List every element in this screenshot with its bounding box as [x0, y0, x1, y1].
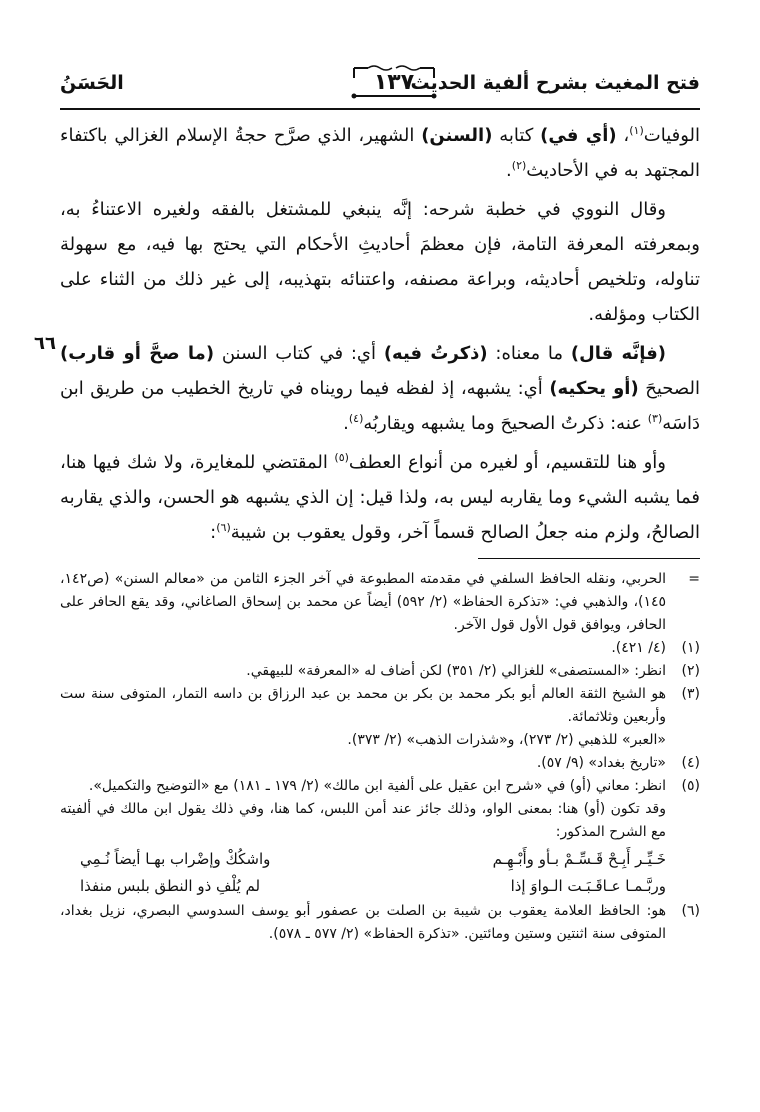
text-run: الشهير، الذي صرَّح حجةُ الإسلام الغزالي باكتفاء المجتهد به في الأحاديث	[60, 125, 700, 181]
verse-hemistich: وربَّـمـا عـاقَـبَـت الـواوَ إذا	[510, 877, 666, 895]
footnote-number: (٣)	[681, 686, 700, 702]
footnote-ref[interactable]: (٢)	[511, 159, 527, 172]
footnote-2	[60, 660, 700, 683]
footnote-number: =	[688, 571, 700, 587]
footnote-text: هو: الحافظ العلامة يعقوب بن شيبة بن الصلت بن عصفور أبو يوسف السدوسي البصري، نزيل بغداد، المتوفى سنة اثنتين وستين ومائتين. «تذكرة الحفاظ» (٢/ ٥٧٧ ـ ٥٧٨).	[60, 903, 666, 942]
footnote-separator	[478, 558, 700, 559]
footnote-1	[60, 637, 700, 660]
book-title: فتح المغيث بشرح ألفية الحديث	[410, 72, 700, 94]
matn-text: (ذكرتُ فيه)	[383, 343, 488, 364]
paragraph-3	[60, 336, 700, 441]
poem-verses	[60, 846, 666, 900]
text-run: كتابه	[492, 125, 541, 146]
footnote-text: هو الشيخ الثقة العالم أبو بكر محمد بن بكر بن محمد بن عبد الرزاق بن داسه التمار، المتوفى سنة ست وأربعين وثلاثمائة.	[60, 686, 666, 725]
footnote-number: (٤)	[681, 755, 700, 771]
footnote-text: الحربي، ونقله الحافظ السلفي في مقدمته المطبوعة في آخر الجزء الثامن من «معالم السنن» (ص١٤٢، ١٤٥)، والذهبي في: «تذكرة الحفاظ» (٢/ ٥٩٢) أيضاً عن محمد بن إسحاق الصاغاني، وقد يقع الحافر على الحافر، ويوافق قول الأول قول الآخر.	[60, 571, 666, 633]
text-run: .	[343, 413, 349, 434]
verse-hemistich: واشكُكْ وإضْراب بهـا أيضاً نُـمِي	[80, 850, 271, 868]
verse-line	[60, 873, 666, 900]
text-run: أي: يشبهه، إذ لفظه فيما رويناه في تاريخ الخطيب من طريق ابن دَاسَه	[60, 378, 700, 434]
matn-text: (أو يحكيه)	[549, 378, 639, 399]
footnote-text: وقد تكون (أو) هنا: بمعنى الواو، وذلك جائز عند أمن اللبس، كما هنا، وفي ذلك يقول ابن مالك في ألفيته مع الشرح المذكور:	[60, 801, 666, 840]
matn-text: (ما صحَّ أو قارب)	[60, 343, 215, 364]
page-number: ١٣٧	[373, 70, 415, 95]
footnote-ref[interactable]: (٦)	[216, 521, 231, 534]
footnote-ref[interactable]: (٤)	[348, 412, 364, 425]
main-text	[60, 118, 700, 550]
verse-hemistich: لم يُلْفِ ذو النطق بلبس منفذا	[80, 877, 261, 895]
footnote-6	[60, 900, 700, 946]
footnote-continuation	[60, 568, 700, 637]
footnote-5	[60, 775, 700, 900]
footnote-text: (٤/ ٤٢١).	[611, 640, 666, 656]
footnote-4	[60, 752, 700, 775]
page-header	[60, 66, 700, 106]
text-run: ،	[616, 125, 630, 146]
footnote-ref[interactable]: (١)	[629, 124, 644, 137]
footnote-3	[60, 683, 700, 752]
footnote-text: «العبر» للذهبي (٢/ ٢٧٣)، و«شذرات الذهب» (٢/ ٣٧٣).	[347, 732, 666, 748]
matn-text: (السنن)	[421, 125, 493, 146]
text-run: المقتضي للمغايرة، ولا شك فيها هنا، فما يشبه الشيء وما يقاربه ليس به، ولذا قيل: إن الذي يشبهه هو الحسن، والذي يقاربه الصالحُ، ولزم منه جعلُ الصالح قسماً آخر، وقول يعقوب بن شيبة	[60, 452, 700, 543]
text-run: .	[506, 160, 512, 181]
section-title: الحَسَنُ	[60, 72, 124, 94]
text-run: عنه: ذكرتُ الصحيحَ وما يشبهه ويقاربُه	[363, 413, 648, 434]
header-rule	[60, 108, 700, 110]
text-run: الوفيات	[643, 125, 701, 146]
verse-hemistich: خَـيِّـر أَبِـحْ قَـسِّـمْ بـأو وأَبْـهِـم	[492, 850, 666, 868]
footnote-number: (٦)	[681, 903, 700, 919]
footnotes	[60, 568, 700, 946]
footnote-number: (١)	[681, 640, 700, 656]
margin-verse-number: ٦٦	[34, 333, 56, 354]
text-run: أي: في كتاب السنن	[214, 343, 384, 364]
paragraph-2: وقال النووي في خطبة شرحه: إنَّه ينبغي للمشتغل بالفقه ولغيره الاعتناءُ به، وبمعرفته المعرفة التامة، فإن معظمَ أحاديثِ الأحكام التي يحتج بها فيه، مع سهولة تناوله، وتلخيص أحاديثه، وبراعة مصنفه، واعتنائه بتهذيبه، إلى غير ذلك من الثناء على الكتاب ومؤلفه.	[60, 199, 700, 325]
footnote-text: «تاريخ بغداد» (٩/ ٥٧).	[536, 755, 666, 771]
text-run: وأو هنا للتقسيم، أو لغيره من أنواع العطف	[348, 452, 666, 473]
paragraph-1	[60, 118, 700, 188]
text-run: ما معناه:	[487, 343, 571, 364]
verse-line	[60, 846, 666, 873]
footnote-number: (٢)	[681, 663, 700, 679]
text-run: :	[210, 522, 217, 543]
footnote-text: انظر: «المستصفى» للغزالي (٢/ ٣٥١) لكن أضاف له «المعرفة» للبيهقي.	[246, 663, 666, 679]
footnote-text: انظر: معاني (أو) في «شرح ابن عقيل على ألفية ابن مالك» (٢/ ١٧٩ ـ ١٨١) مع «التوضيح والتكميل».	[88, 778, 666, 794]
footnote-ref[interactable]: (٥)	[334, 451, 349, 464]
paragraph-4	[60, 445, 700, 550]
footnote-number: (٥)	[681, 778, 700, 794]
text-run: الصحيحَ	[638, 378, 700, 399]
matn-text: (أي في)	[540, 125, 617, 146]
footnote-ref[interactable]: (٣)	[647, 412, 663, 425]
matn-text: (فإنَّه قال)	[570, 343, 667, 364]
